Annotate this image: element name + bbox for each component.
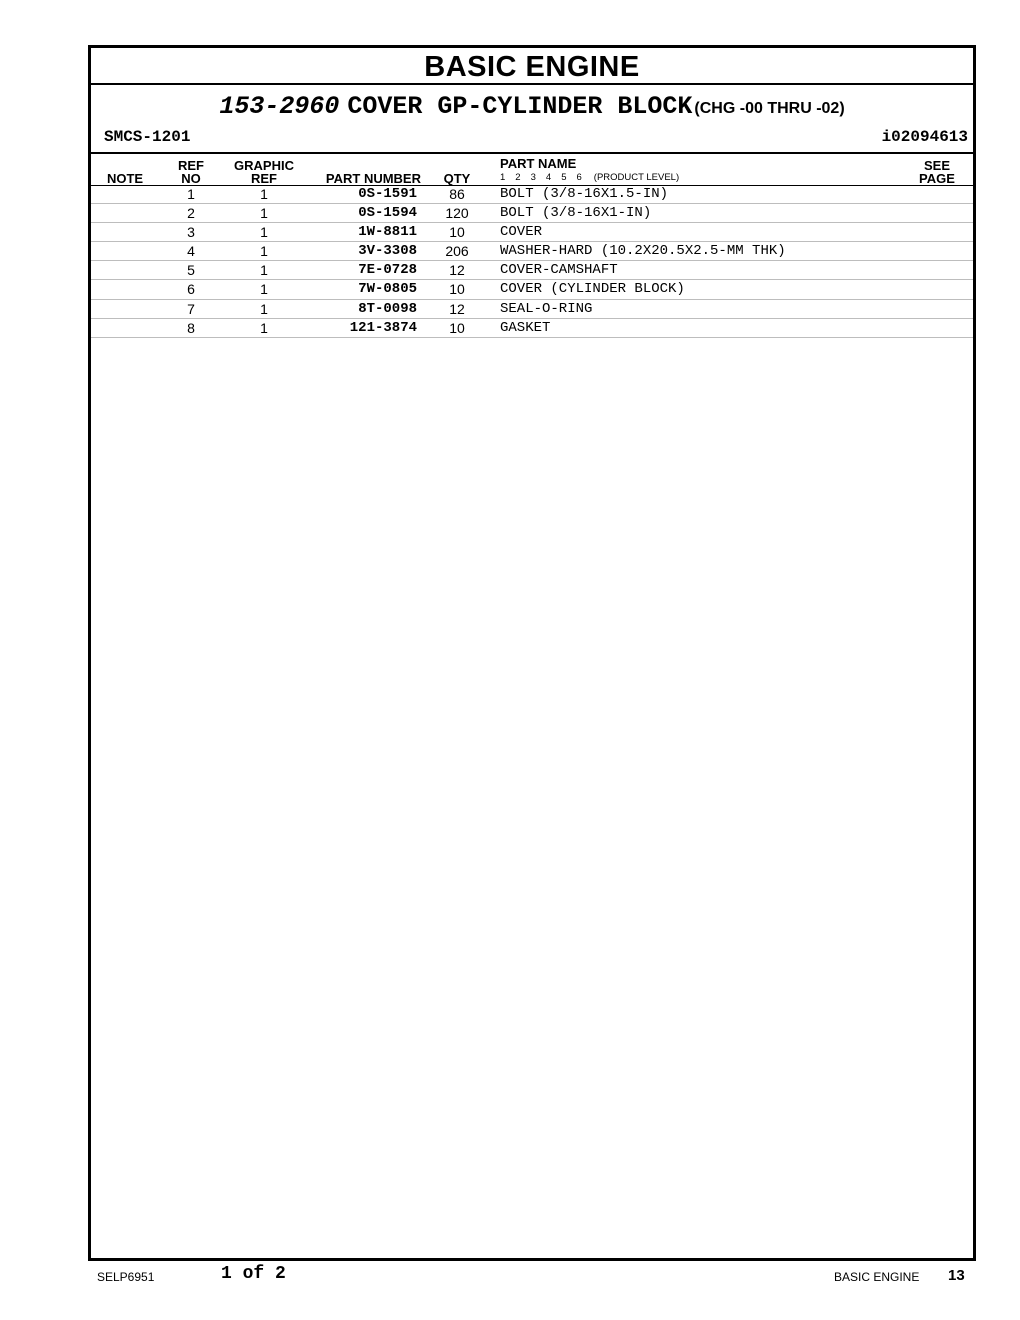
product-levels xyxy=(500,172,679,183)
part-number: 8T-0098 xyxy=(358,300,417,317)
col-part-name: PART NAME xyxy=(500,156,577,171)
ref-no: 8 xyxy=(187,319,195,336)
product-level-1: 1 xyxy=(500,172,506,183)
section-title-bar xyxy=(91,48,973,85)
ref-no: 5 xyxy=(187,262,195,279)
quantity: 120 xyxy=(445,205,469,222)
part-number: 1W-8811 xyxy=(358,224,417,241)
ref-no: 7 xyxy=(187,300,195,317)
parts-page-frame xyxy=(88,45,976,1261)
change-range: (CHG -00 THRU -02) xyxy=(694,100,845,117)
table-row xyxy=(91,204,973,223)
parts-table-body xyxy=(91,185,973,338)
ref-no: 3 xyxy=(187,224,195,241)
part-name: WASHER-HARD (10.2X20.5X2.5-MM THK) xyxy=(500,243,786,260)
col-ref-no-line1: REF xyxy=(178,158,204,173)
group-name: COVER GP-CYLINDER BLOCK xyxy=(347,92,693,121)
part-number: 0S-1594 xyxy=(358,205,417,222)
col-part-number: PART NUMBER xyxy=(325,171,421,186)
quantity: 10 xyxy=(449,281,465,298)
table-row xyxy=(91,242,973,261)
graphic-ref: 1 xyxy=(260,300,268,317)
product-level-6: 6 xyxy=(576,172,582,183)
col-note: NOTE xyxy=(106,171,144,186)
product-level-4: 4 xyxy=(545,172,552,183)
col-graphic-ref-line2: REF xyxy=(251,171,277,186)
product-level-3: 3 xyxy=(530,172,536,183)
quantity: 10 xyxy=(449,319,465,336)
part-number: 121-3874 xyxy=(349,319,417,336)
col-graphic-ref-line1: GRAPHIC xyxy=(234,158,294,173)
ref-no: 2 xyxy=(187,205,195,222)
graphic-ref: 1 xyxy=(260,262,268,279)
footer-doc-id: SELP6951 xyxy=(97,1270,155,1284)
ref-no: 6 xyxy=(187,281,195,298)
table-row xyxy=(91,300,973,319)
col-qty: QTY xyxy=(443,171,471,186)
header-divider xyxy=(91,152,973,154)
table-row xyxy=(91,280,973,299)
footer-page-of: 1 of 2 xyxy=(221,1264,286,1284)
quantity: 12 xyxy=(449,262,465,279)
quantity: 12 xyxy=(449,300,465,317)
illustration-ident: i02094613 xyxy=(881,128,968,146)
smcs-code: SMCS-1201 xyxy=(104,128,191,146)
col-see-page-line1: SEE xyxy=(923,158,950,173)
part-name: BOLT (3/8-16X1.5-IN) xyxy=(500,186,669,202)
graphic-ref: 1 xyxy=(260,205,268,222)
part-name: COVER (CYLINDER BLOCK) xyxy=(500,281,685,298)
part-name: GASKET xyxy=(500,319,551,336)
part-number: 7E-0728 xyxy=(358,262,417,279)
graphic-ref: 1 xyxy=(260,186,268,202)
ref-no: 4 xyxy=(187,243,195,260)
table-row xyxy=(91,185,973,204)
product-level-5: 5 xyxy=(561,172,567,183)
part-name: COVER xyxy=(500,224,543,241)
graphic-ref: 1 xyxy=(260,243,268,260)
quantity: 206 xyxy=(445,243,469,260)
section-title: BASIC ENGINE xyxy=(424,51,640,83)
product-level-2: 2 xyxy=(515,172,521,183)
table-row xyxy=(91,319,973,338)
table-row xyxy=(91,261,973,280)
footer-page-number: 13 xyxy=(948,1267,965,1284)
graphic-ref: 1 xyxy=(260,224,268,241)
table-row xyxy=(91,223,973,242)
part-name: SEAL-O-RING xyxy=(500,300,593,317)
col-ref-no-line2: NO xyxy=(181,171,201,186)
part-number: 7W-0805 xyxy=(358,281,417,298)
footer-section: BASIC ENGINE xyxy=(834,1270,920,1284)
product-level-label: (PRODUCT LEVEL) xyxy=(593,172,680,183)
graphic-ref: 1 xyxy=(260,281,268,298)
quantity: 86 xyxy=(449,186,465,202)
group-title xyxy=(91,92,973,121)
part-number: 3V-3308 xyxy=(358,243,417,260)
part-name: COVER-CAMSHAFT xyxy=(500,262,618,279)
quantity: 10 xyxy=(449,224,465,241)
ref-no: 1 xyxy=(187,186,195,202)
graphic-ref: 1 xyxy=(260,319,268,336)
group-number: 153-2960 xyxy=(219,92,340,121)
part-name: BOLT (3/8-16X1-IN) xyxy=(500,205,652,222)
col-see-page-line2: PAGE xyxy=(919,171,955,186)
part-number: 0S-1591 xyxy=(358,186,417,202)
